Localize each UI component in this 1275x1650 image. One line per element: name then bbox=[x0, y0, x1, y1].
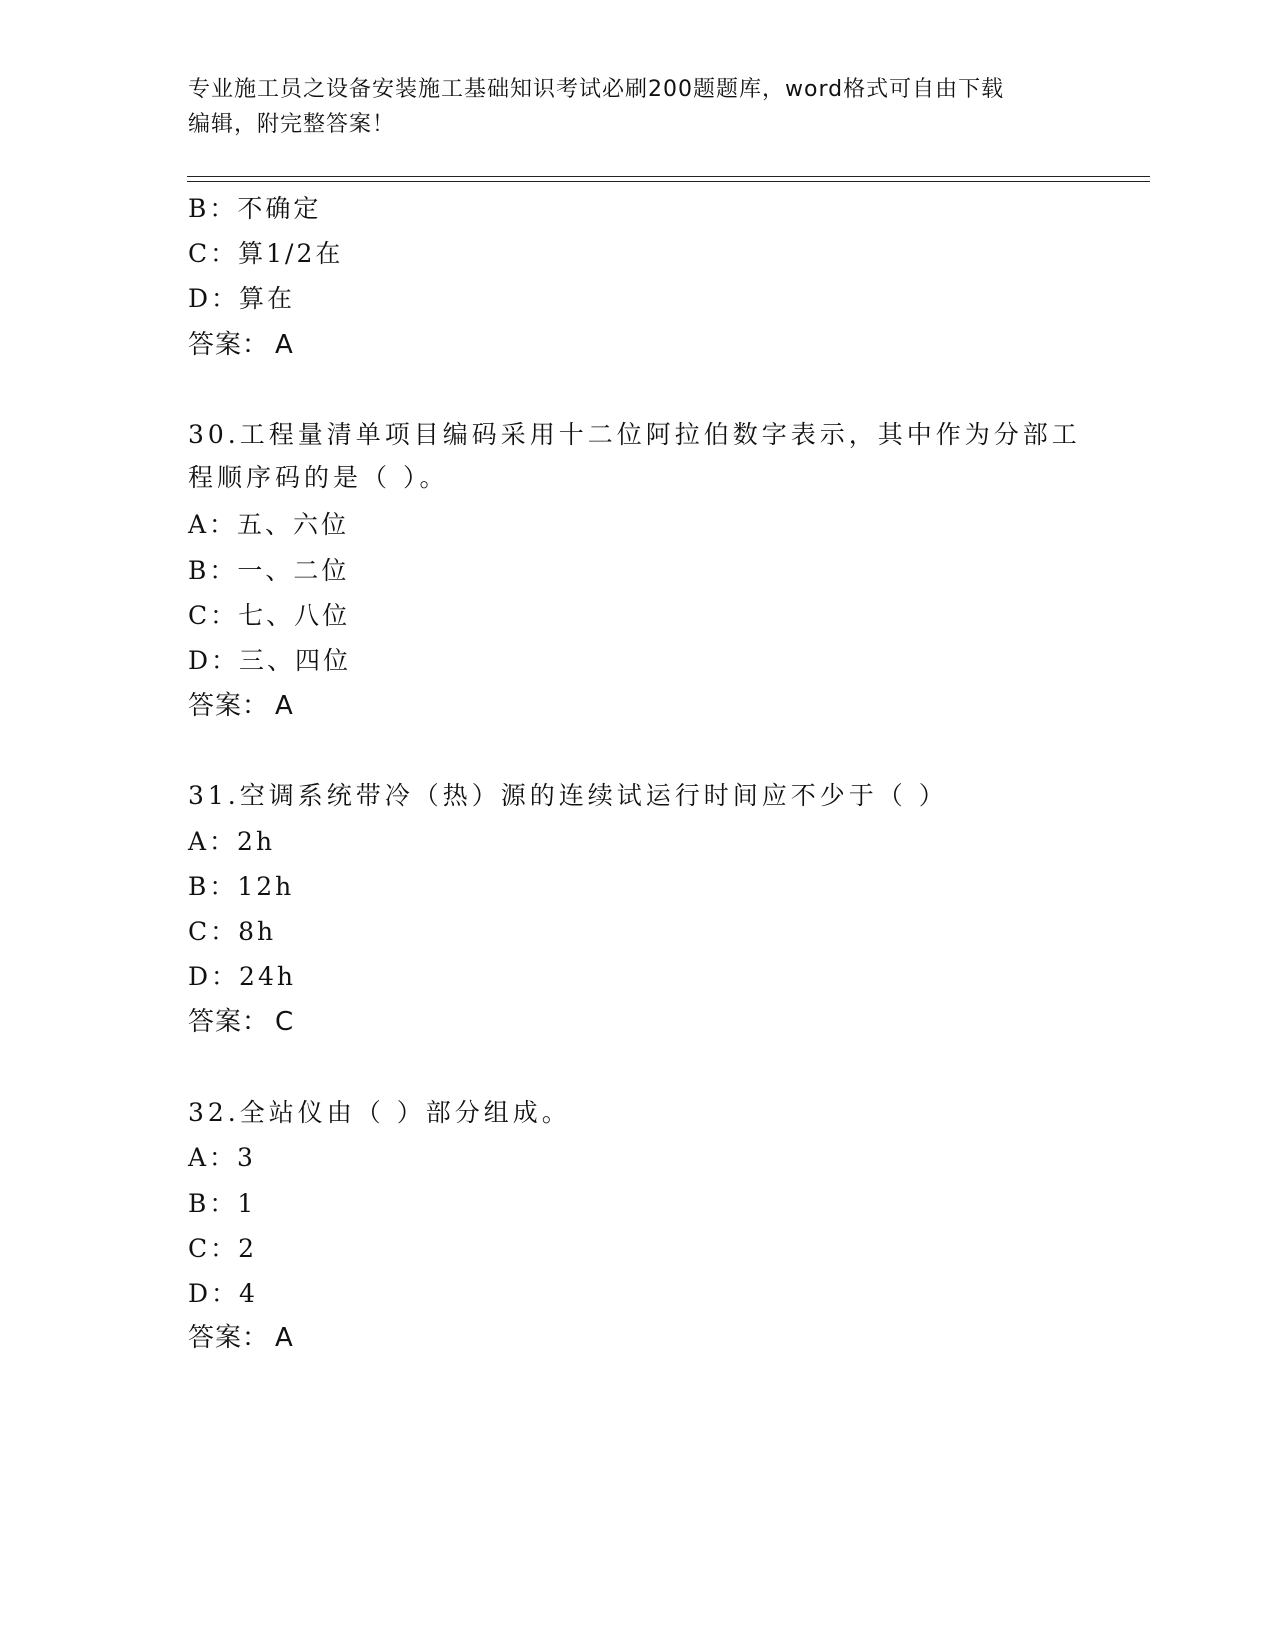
q31-option-a: A：2h bbox=[188, 827, 276, 856]
q30-text-line-1: 30.工程量清单项目编码采用十二位阿拉伯数字表示，其中作为分部工 bbox=[188, 420, 1081, 449]
header-line-2: 编辑，附完整答案！ bbox=[188, 112, 396, 137]
q29-option-b: B：不确定 bbox=[188, 194, 322, 223]
q30-answer-label: 答案： bbox=[188, 691, 270, 721]
q31-answer-value: C bbox=[275, 1007, 295, 1037]
q29-answer-label: 答案： bbox=[188, 330, 270, 360]
q29-answer bbox=[188, 330, 294, 360]
q31-answer-label: 答案： bbox=[188, 1007, 270, 1037]
q29-answer-value: A bbox=[275, 330, 294, 360]
q30-answer-value: A bbox=[275, 691, 294, 721]
q30-answer bbox=[188, 691, 294, 721]
q30-option-b: B：一、二位 bbox=[188, 556, 350, 585]
q32-text-line-1: 32.全站仪由（ ）部分组成。 bbox=[188, 1098, 571, 1127]
q31-option-b: B：12h bbox=[188, 872, 295, 901]
q30-option-d: D：三、四位 bbox=[188, 646, 352, 675]
q32-option-d: D：4 bbox=[188, 1279, 258, 1308]
q31-option-c: C：8h bbox=[188, 917, 277, 946]
header-rule-top bbox=[187, 176, 1150, 177]
document-header bbox=[188, 72, 1078, 142]
q32-answer-label: 答案： bbox=[188, 1323, 270, 1353]
q32-answer bbox=[188, 1323, 294, 1353]
q32-option-b: B：1 bbox=[188, 1189, 257, 1218]
q32-option-a: A：3 bbox=[188, 1143, 256, 1172]
q32-answer-value: A bbox=[275, 1323, 294, 1353]
header-line-1: 专业施工员之设备安装施工基础知识考试必刷200题题库，word格式可自由下载 bbox=[188, 77, 1005, 102]
q31-option-d: D：24h bbox=[188, 962, 296, 991]
q30-option-c: C：七、八位 bbox=[188, 601, 351, 630]
q30-option-a: A：五、六位 bbox=[188, 510, 350, 539]
q32-option-c: C：2 bbox=[188, 1234, 258, 1263]
q29-option-d: D：算在 bbox=[188, 284, 296, 313]
q31-answer bbox=[188, 1007, 294, 1037]
q30-text-line-2: 程顺序码的是（ ）。 bbox=[188, 463, 449, 492]
header-rule-bottom bbox=[187, 181, 1150, 182]
q31-text-line-1: 31.空调系统带冷（热）源的连续试运行时间应不少于（ ） bbox=[188, 781, 948, 810]
q29-option-c: C：算1/2在 bbox=[188, 239, 344, 268]
